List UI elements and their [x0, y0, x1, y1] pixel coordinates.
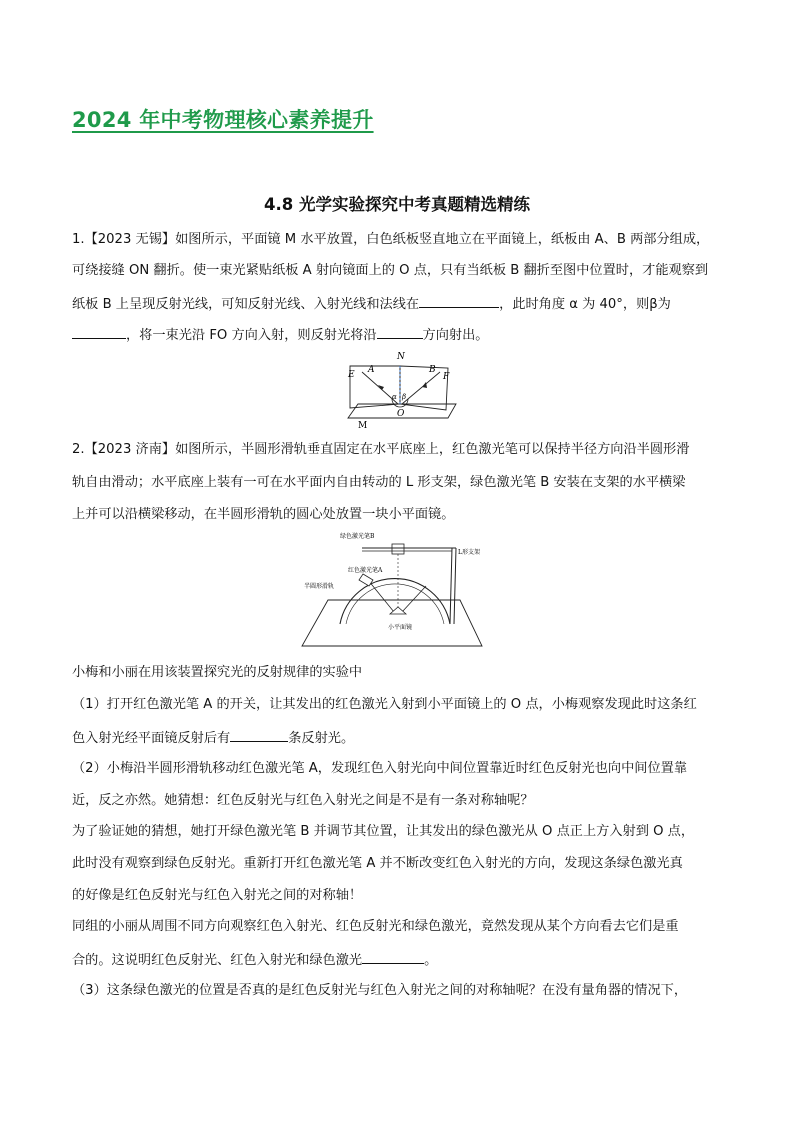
document-title: 4.8 光学实验探究中考真题精选精练: [264, 195, 530, 214]
q2-part1-text-a: 色入射光经平面镜反射后有: [72, 731, 231, 746]
q1-line-2: 可绕接缝 ON 翻折。使一束光紧贴纸板 A 射向镜面上的 O 点，只有当纸板 B 翻折至图中位置时，才能观察到: [72, 263, 709, 278]
series-header-title: 2024 年中考物理核心素养提升: [72, 108, 374, 132]
q1-label-alpha: α: [392, 393, 397, 401]
q1-label-O: O: [397, 409, 405, 419]
q1-line-4: [72, 325, 488, 345]
q1-line-3-text-a: 纸板 B 上呈现反射光线，可知反射光线、入射光线和法线在: [72, 297, 420, 312]
q2-label-rail: 半圆形滑轨: [304, 583, 335, 590]
q1-label-B: B: [429, 365, 436, 375]
q2-line-1: 2.【2023 济南】如图所示，半圆形滑轨垂直固定在水平底座上，红色激光笔可以保持半径方向沿半圆形滑: [72, 442, 690, 457]
q1-figure-reflection-board: [330, 350, 466, 432]
q2-blank-2: [362, 950, 424, 964]
q2-part2-text-a: 合的。这说明红色反射光、红色入射光和绿色激光: [72, 953, 363, 968]
q2-label-mirror: 小平面镜: [388, 624, 413, 631]
q2-part1-line-2: [72, 728, 354, 748]
q1-label-F: F: [443, 372, 450, 382]
q2-part2-text-b: 。: [424, 953, 438, 968]
q2-part2-line-2: 近，反之亦然。她猜想：红色反射光与红色入射光之间是不是有一条对称轴呢？: [72, 793, 534, 808]
q1-label-beta: β: [402, 393, 407, 401]
q2-part2-line-1: （2）小梅沿半圆形滑轨移动红色激光笔 A，发现红色入射光向中间位置靠近时红色反射光也向中间位置靠: [72, 761, 688, 776]
q1-line-4-text-a: ，将一束光沿 FO 方向入射，则反射光将沿: [126, 328, 377, 343]
q2-part2-line-6: 同组的小丽从周围不同方向观察红色入射光、红色反射光和绿色激光，竟然发现从某个方向看去它们是重: [72, 919, 679, 934]
q2-part2-line-7: [72, 950, 437, 970]
q2-intro: 小梅和小丽在用该装置探究光的反射规律的实验中: [72, 665, 363, 680]
q1-label-E: E: [348, 370, 355, 380]
q2-label-green-laser: 绿色激光笔B: [340, 533, 375, 540]
q2-blank-1: [230, 728, 288, 742]
q2-line-2: 轨自由滑动；水平底座上装有一可在水平面内自由转动的 L 形支架，绿色激光笔 B 安装在支架的水平横梁: [72, 475, 686, 490]
q2-part3-line-1: （3）这条绿色激光的位置是否真的是红色反射光与红色入射光之间的对称轴呢？在没有量角器的情况下，: [72, 983, 688, 998]
q1-label-M: M: [358, 421, 368, 431]
q1-blank-3: [377, 325, 423, 339]
q1-line-1: 1.【2023 无锡】如图所示，平面镜 M 水平放置，白色纸板竖直地立在平面镜上，纸板由 A、B 两部分组成，: [72, 232, 710, 247]
q2-line-3: 上并可以沿横梁移动，在半圆形滑轨的圆心处放置一块小平面镜。: [72, 507, 455, 522]
q1-label-N: N: [397, 352, 405, 362]
q2-label-l-bracket: L形支架: [458, 549, 480, 556]
q1-line-4-text-b: 方向射出。: [422, 328, 489, 343]
q2-part2-line-3: 为了验证她的猜想，她打开绿色激光笔 B 并调节其位置，让其发出的绿色激光从 O 点正上方入射到 O 点，: [72, 824, 695, 839]
q2-part1-line-1: （1）打开红色激光笔 A 的开关，让其发出的红色激光入射到小平面镜上的 O 点，小梅观察发现此时这条红: [72, 697, 697, 712]
q1-blank-1: [419, 294, 499, 308]
q2-label-red-laser: 红色激光笔A: [348, 567, 383, 574]
q1-label-A: A: [368, 365, 375, 375]
q2-figure-apparatus: [300, 528, 490, 650]
q1-line-3: [72, 294, 671, 314]
q2-part2-line-4: 此时没有观察到绿色反射光。重新打开红色激光笔 A 并不断改变红色入射光的方向，发现这条绿色激光真: [72, 856, 683, 871]
q2-part1-text-b: 条反射光。: [288, 731, 355, 746]
q1-line-3-text-b: ，此时角度 α 为 40°，则β为: [499, 297, 671, 312]
q2-part2-line-5: 的好像是红色反射光与红色入射光之间的对称轴！: [72, 888, 363, 903]
q1-blank-2: [72, 325, 126, 339]
